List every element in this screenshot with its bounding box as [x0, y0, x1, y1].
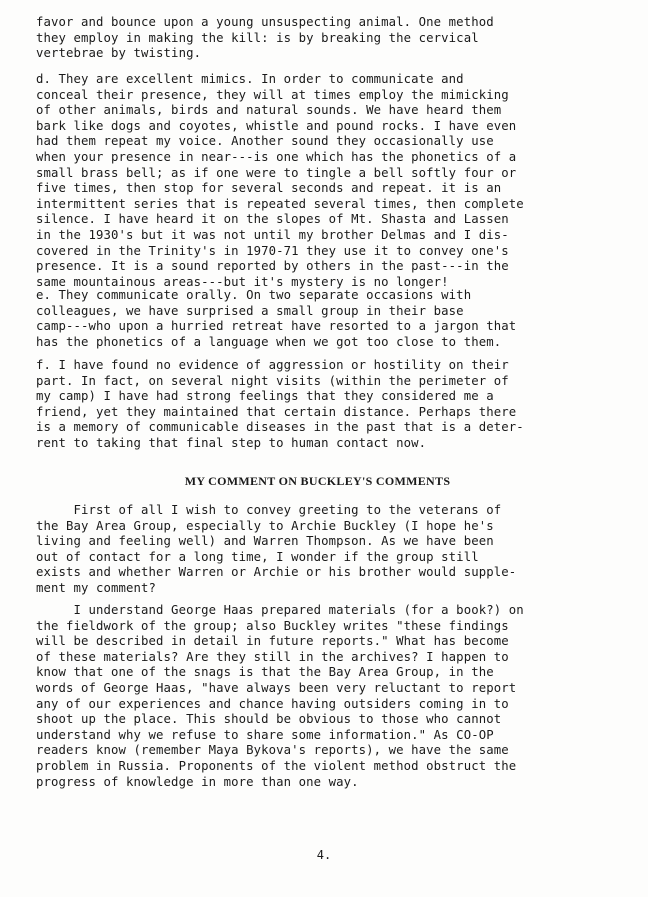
- text-line: they employ in making the kill: is by breaking the cervical: [36, 30, 479, 45]
- text-line: in the 1930's but it was not until my brother Delmas and I dis-: [36, 227, 509, 242]
- page-number: 4.: [316, 848, 332, 862]
- text-line: small brass bell; as if one were to tingle a bell softly four or: [36, 165, 517, 180]
- text-line: vertebrae by twisting.: [36, 46, 202, 61]
- paragraph-kill-method: [36, 15, 599, 62]
- text-line: shoot up the place. This should be obvious to those who cannot: [36, 712, 502, 727]
- text-line: bark like dogs and coyotes, whistle and pound rocks. I have even: [36, 118, 517, 133]
- text-line: of these materials? Are they still in the archives? I happen to: [36, 649, 509, 664]
- text-line: intermittent series that is repeated several times, then complete: [36, 196, 524, 211]
- text-line: First of all I wish to convey greeting to the veterans of: [36, 503, 502, 517]
- paragraph-e-communicate: [36, 288, 599, 350]
- text-line: presence. It is a sound reported by others in the past---in the: [36, 259, 509, 274]
- text-line: five times, then stop for several seconds and repeat. it is an: [36, 181, 502, 196]
- text-line: understand why we refuse to share some information." As CO-OP: [36, 727, 494, 742]
- text-line: the Bay Area Group, especially to Archie Buckley (I hope he's: [36, 518, 494, 533]
- text-line: has the phonetics of a language when we got too close to them.: [36, 334, 502, 349]
- text-line: f. I have found no evidence of aggression or hostility on their: [36, 358, 509, 372]
- paragraph-f-no-aggression: [36, 358, 599, 452]
- text-line: will be described in detail in future reports." What has become: [36, 634, 509, 649]
- text-line: same mountainous areas---but it's mystery is no longer!: [36, 274, 449, 289]
- text-line: covered in the Trinity's in 1970-71 they use it to convey one's: [36, 243, 509, 258]
- text-line: had them repeat my voice. Another sound they occasionally use: [36, 134, 494, 149]
- text-line: silence. I have heard it on the slopes of Mt. Shasta and Lassen: [36, 212, 509, 227]
- text-line: rent to taking that final step to human contact now.: [36, 435, 427, 450]
- text-line: know that one of the snags is that the Bay Area Group, in the: [36, 665, 494, 680]
- text-line: colleagues, we have surprised a small group in their base: [36, 303, 464, 318]
- text-line: I understand George Haas prepared materials (for a book?) on: [36, 603, 524, 617]
- text-line: of other animals, birds and natural sounds. We have heard them: [36, 103, 502, 118]
- paragraph-d-mimics: [36, 72, 599, 290]
- text-line: exists and whether Warren or Archie or his brother would supple-: [36, 565, 517, 580]
- text-line: favor and bounce upon a young unsuspecting animal. One method: [36, 15, 494, 29]
- text-line: e. They communicate orally. On two separate occasions with: [36, 288, 472, 302]
- text-line: readers know (remember Maya Bykova's reports), we have the same: [36, 743, 509, 758]
- text-line: d. They are excellent mimics. In order to communicate and: [36, 72, 464, 86]
- text-line: out of contact for a long time, I wonder if the group still: [36, 549, 479, 564]
- text-line: part. In fact, on several night visits (within the perimeter of: [36, 373, 509, 388]
- section-heading: MY COMMENT ON BUCKLEY'S COMMENTS: [184, 474, 451, 488]
- text-line: friend, yet they maintained that certain distance. Perhaps there: [36, 404, 517, 419]
- text-line: is a memory of communicable diseases in the past that is a deter-: [36, 420, 524, 435]
- text-line: any of our experiences and chance having outsiders coming in to: [36, 696, 509, 711]
- text-line: words of George Haas, "have always been very reluctant to report: [36, 680, 517, 695]
- text-line: when your presence in near---is one which has the phonetics of a: [36, 149, 517, 164]
- text-line: living and feeling well) and Warren Thompson. As we have been: [36, 534, 494, 549]
- text-line: the fieldwork of the group; also Buckley writes "these findings: [36, 618, 509, 633]
- text-line: ment my comment?: [36, 580, 157, 595]
- text-line: progress of knowledge in more than one way.: [36, 774, 359, 789]
- paragraph-haas-materials: [36, 603, 599, 790]
- paragraph-greeting: [36, 503, 599, 597]
- text-line: conceal their presence, they will at times employ the mimicking: [36, 87, 509, 102]
- text-line: problem in Russia. Proponents of the violent method obstruct the: [36, 758, 517, 773]
- text-line: camp---who upon a hurried retreat have resorted to a jargon that: [36, 319, 517, 334]
- text-line: my camp) I have had strong feelings that they considered me a: [36, 389, 494, 404]
